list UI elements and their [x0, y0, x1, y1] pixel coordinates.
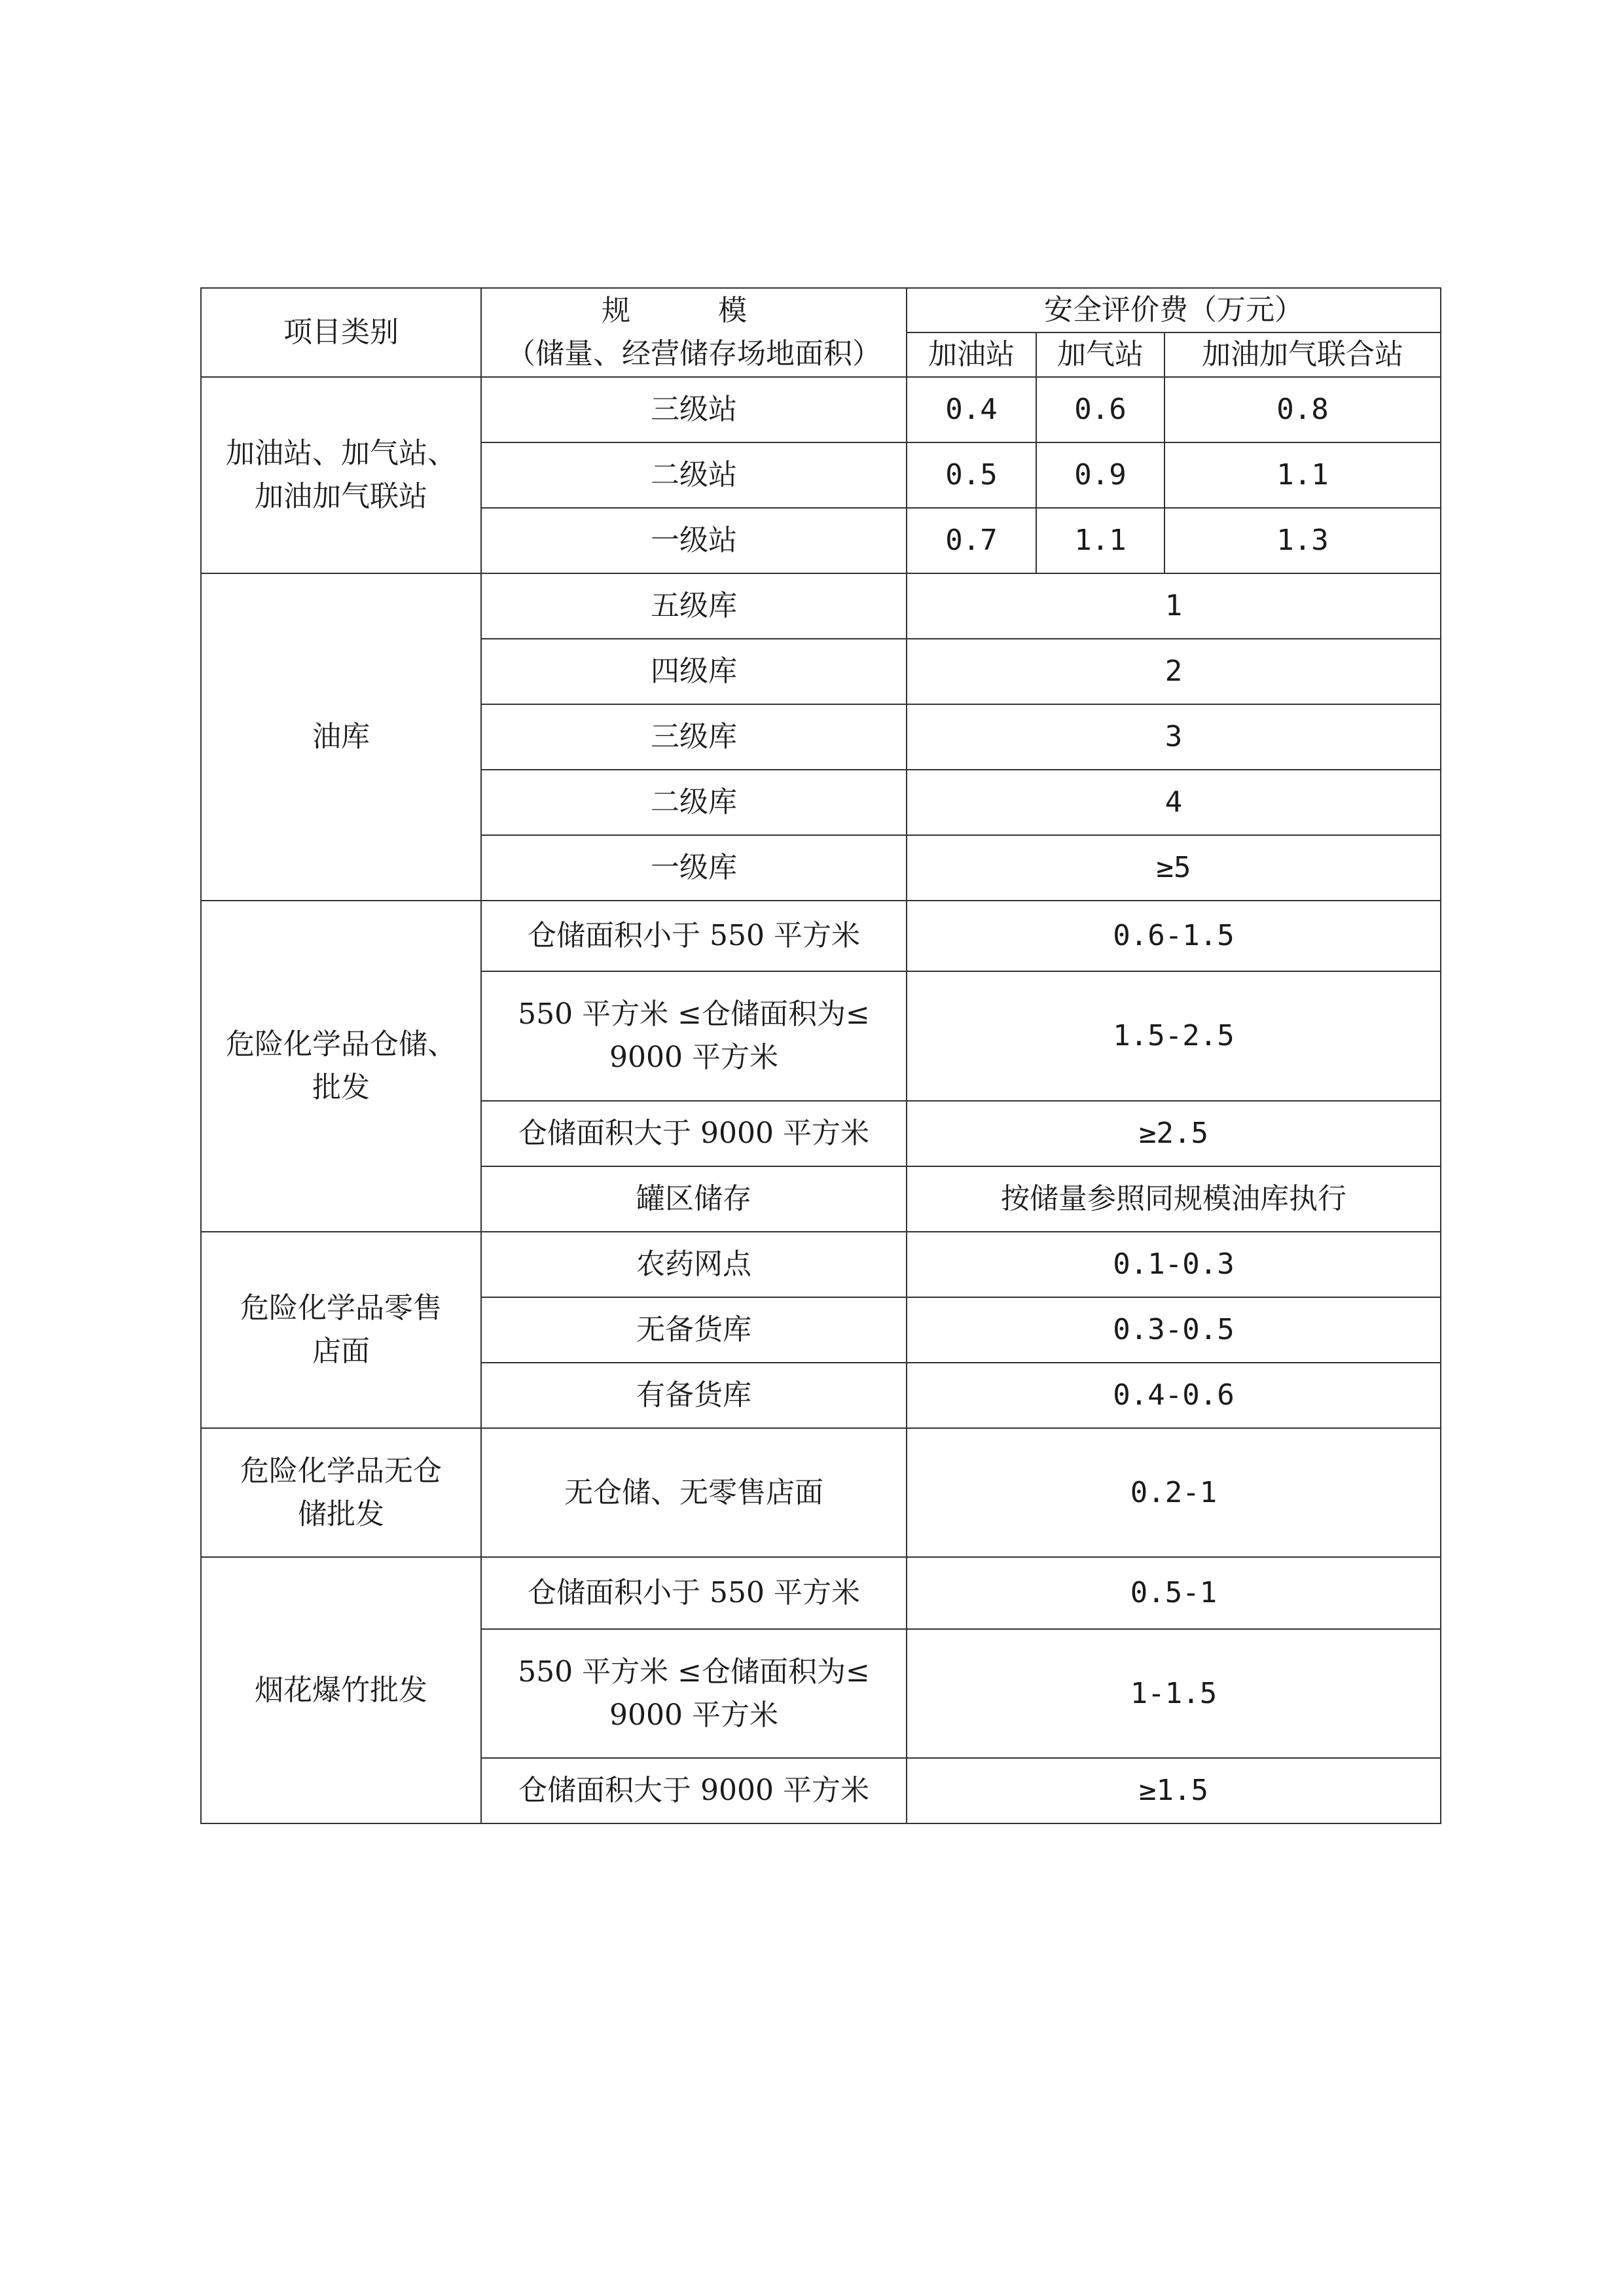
fee-cell: ≥2.5 [907, 1101, 1441, 1166]
category-line: 危险化学品零售 [240, 1291, 442, 1325]
scale-cell: 一级库 [481, 835, 907, 901]
scale-cell: 三级库 [481, 704, 907, 770]
category-line: 批发 [312, 1071, 370, 1104]
table-row [201, 573, 1441, 639]
fee-cell: 0.1-0.3 [907, 1232, 1441, 1297]
fee-cell: ≥5 [907, 835, 1441, 901]
header-fee-combined-station: 加油加气联合站 [1164, 332, 1441, 377]
scale-cell: 仓储面积大于 9000 平方米 [481, 1758, 907, 1823]
category-line: 加油站、加气站、 [226, 437, 456, 470]
category-hazchem-nostorage [201, 1428, 481, 1557]
fee-cell: ≥1.5 [907, 1758, 1441, 1823]
fee-cell: 0.8 [1164, 377, 1441, 442]
fee-cell: 0.4 [907, 377, 1036, 442]
category-hazchem-retail [201, 1232, 481, 1428]
table-row [201, 1232, 1441, 1297]
category-hazchem-storage [201, 901, 481, 1232]
fee-cell: 1 [907, 573, 1441, 639]
header-scale-subtitle: （储量、经营储存场地面积） [507, 337, 881, 370]
fee-cell: 0.6 [1036, 377, 1164, 442]
scale-cell: 二级站 [481, 442, 907, 508]
fee-cell: 0.5 [907, 442, 1036, 508]
fee-cell: 1.3 [1164, 508, 1441, 573]
scale-cell: 仓储面积小于 550 平方米 [481, 901, 907, 971]
category-line: 储批发 [298, 1497, 384, 1531]
header-fee-gas-station: 加油站 [907, 332, 1036, 377]
fee-cell: 4 [907, 770, 1441, 835]
scale-cell [481, 1629, 907, 1758]
scale-cell: 二级库 [481, 770, 907, 835]
category-oil-depot: 油库 [201, 573, 481, 901]
fee-cell: 0.9 [1036, 442, 1164, 508]
fee-cell: 1.1 [1036, 508, 1164, 573]
scale-cell: 有备货库 [481, 1363, 907, 1428]
table-row [201, 901, 1441, 971]
scale-line: 550 平方米 ≤仓储面积为≤ [518, 1655, 870, 1689]
table-row [201, 377, 1441, 442]
scale-cell: 无备货库 [481, 1297, 907, 1363]
scale-cell: 五级库 [481, 573, 907, 639]
fee-cell: 0.6-1.5 [907, 901, 1441, 971]
scale-cell: 农药网点 [481, 1232, 907, 1297]
fee-cell: 0.5-1 [907, 1557, 1441, 1629]
fee-cell: 1.1 [1164, 442, 1441, 508]
fee-cell: 0.4-0.6 [907, 1363, 1441, 1428]
scale-cell: 罐区储存 [481, 1166, 907, 1232]
fee-cell: 3 [907, 704, 1441, 770]
fee-cell: 0.2-1 [907, 1428, 1441, 1557]
category-line: 店面 [312, 1335, 370, 1368]
header-category: 项目类别 [201, 288, 481, 377]
scale-cell: 无仓储、无零售店面 [481, 1428, 907, 1557]
category-stations [201, 377, 481, 573]
header-fee-lpg-station: 加气站 [1036, 332, 1164, 377]
category-line: 危险化学品无仓 [240, 1454, 442, 1488]
scale-cell: 四级库 [481, 639, 907, 704]
fee-cell: 0.3-0.5 [907, 1297, 1441, 1363]
scale-cell: 仓储面积大于 9000 平方米 [481, 1101, 907, 1166]
fee-cell: 1.5-2.5 [907, 971, 1441, 1101]
scale-line: 9000 平方米 [609, 1698, 778, 1732]
fee-cell: 2 [907, 639, 1441, 704]
scale-line: 9000 平方米 [609, 1041, 778, 1074]
header-row-1 [201, 288, 1441, 332]
category-line: 加油加气联站 [255, 480, 427, 513]
scale-cell: 一级站 [481, 508, 907, 573]
scale-cell: 仓储面积小于 550 平方米 [481, 1557, 907, 1629]
scale-cell [481, 971, 907, 1101]
scale-line: 550 平方米 ≤仓储面积为≤ [518, 997, 870, 1031]
fee-cell: 1-1.5 [907, 1629, 1441, 1758]
category-fireworks: 烟花爆竹批发 [201, 1557, 481, 1823]
safety-assessment-fee-table [200, 287, 1441, 1824]
table-row [201, 1557, 1441, 1629]
fee-cell: 按储量参照同规模油库执行 [907, 1166, 1441, 1232]
header-scale [481, 288, 907, 377]
fee-cell: 0.7 [907, 508, 1036, 573]
header-fee-title: 安全评价费（万元） [907, 288, 1441, 332]
table-row [201, 1428, 1441, 1557]
header-scale-title: 规 模 [602, 294, 786, 327]
category-line: 危险化学品仓储、 [226, 1028, 456, 1061]
scale-cell: 三级站 [481, 377, 907, 442]
